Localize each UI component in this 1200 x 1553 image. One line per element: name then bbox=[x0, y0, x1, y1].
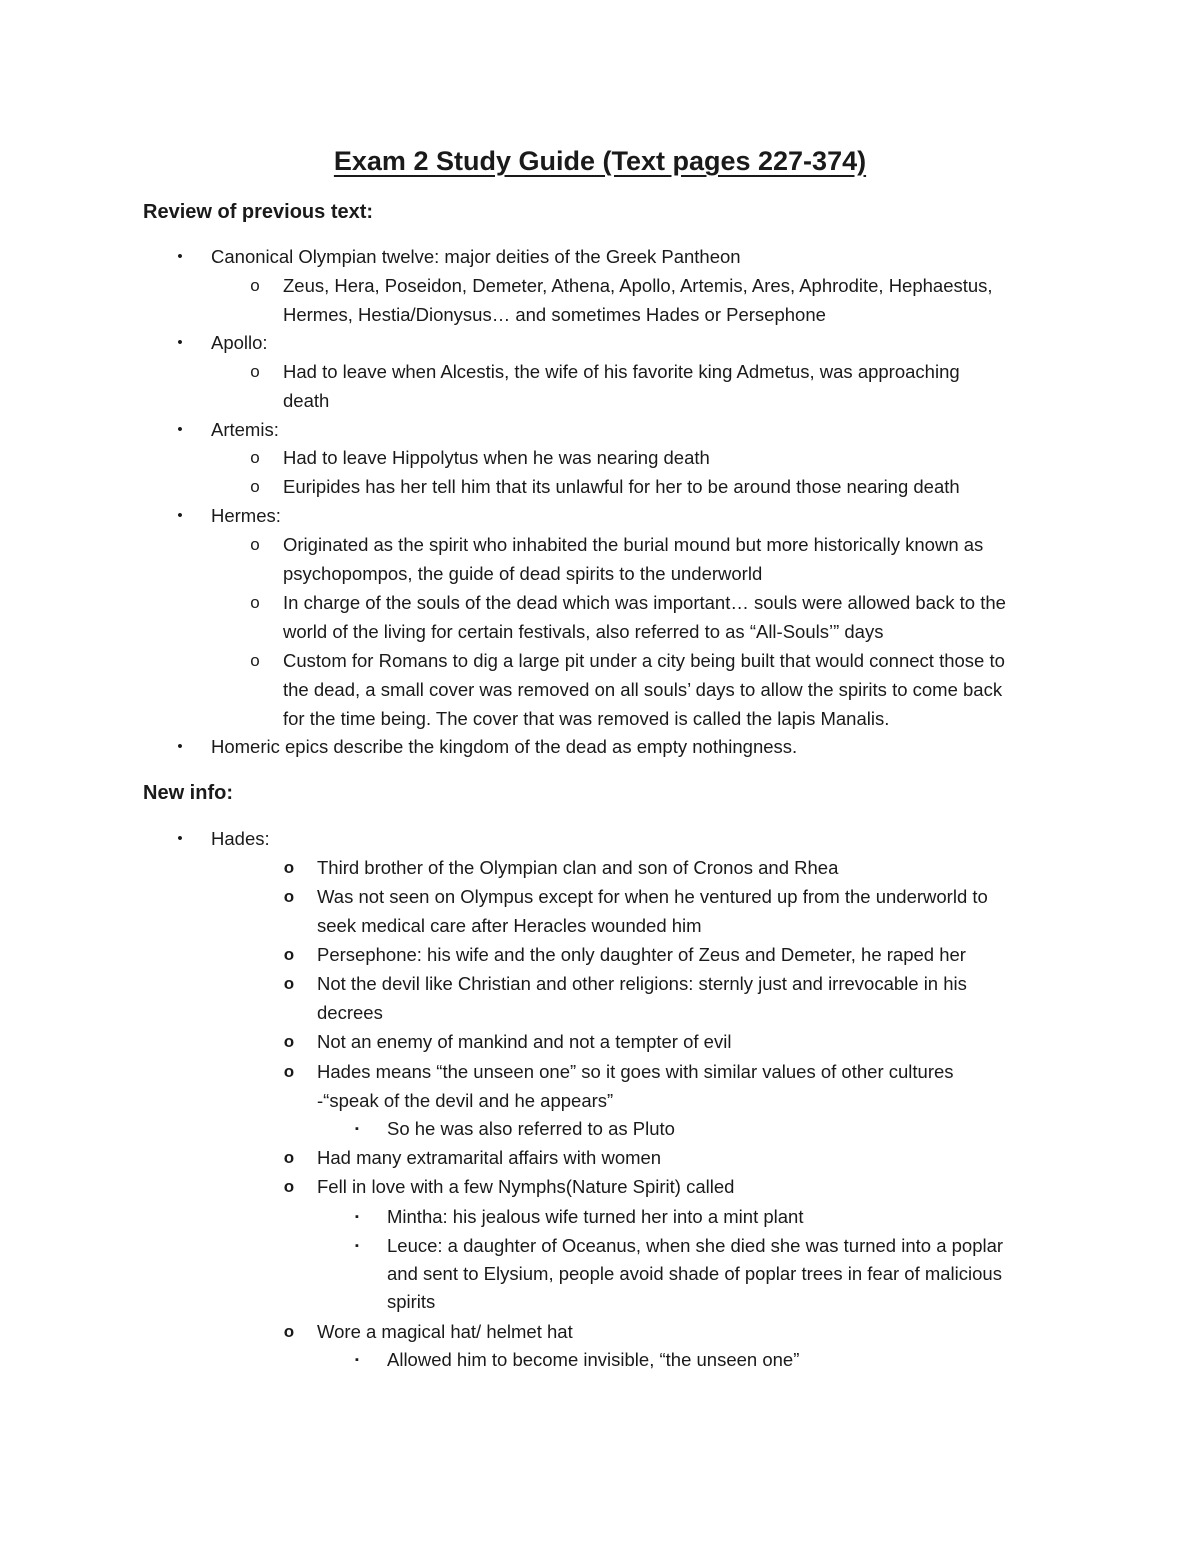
bullet-circle: o bbox=[250, 362, 260, 381]
bullet-disc: • bbox=[177, 507, 183, 524]
bullet-square: ▪ bbox=[355, 1211, 359, 1223]
list-item: Hades: bbox=[211, 828, 270, 849]
bullet-circle: o bbox=[283, 1322, 295, 1341]
bullet-disc: • bbox=[177, 738, 183, 755]
list-item: seek medical care after Heracles wounded him bbox=[317, 915, 702, 936]
new-info-heading: New info: bbox=[143, 782, 233, 804]
document-title: Exam 2 Study Guide (Text pages 227-374) bbox=[333, 146, 867, 176]
list-item: Apollo: bbox=[211, 332, 268, 353]
list-item: Had to leave Hippolytus when he was nearing death bbox=[283, 447, 710, 468]
list-item: -“speak of the devil and he appears” bbox=[317, 1090, 614, 1111]
bullet-circle: o bbox=[250, 276, 260, 295]
list-item: Hades means “the unseen one” so it goes with similar values of other cultures bbox=[317, 1061, 954, 1082]
bullet-circle: o bbox=[250, 477, 260, 496]
list-item: death bbox=[283, 390, 330, 411]
bullet-circle: o bbox=[283, 1177, 295, 1196]
list-item: Third brother of the Olympian clan and son of Cronos and Rhea bbox=[317, 857, 839, 878]
bullet-circle: o bbox=[250, 651, 260, 670]
list-item: psychopompos, the guide of dead spirits to the underworld bbox=[283, 563, 763, 584]
list-item: and sent to Elysium, people avoid shade of poplar trees in fear of malicious bbox=[387, 1263, 1002, 1284]
list-item: spirits bbox=[387, 1291, 436, 1312]
list-item: Custom for Romans to dig a large pit under a city being built that would connect those to bbox=[283, 650, 1005, 671]
list-item: Wore a magical hat/ helmet hat bbox=[317, 1321, 573, 1342]
bullet-circle: o bbox=[283, 1062, 295, 1081]
review-heading: Review of previous text: bbox=[143, 201, 374, 223]
list-item: Was not seen on Olympus except for when he ventured up from the underworld to bbox=[317, 886, 988, 907]
bullet-disc: • bbox=[177, 830, 183, 847]
list-item: Persephone: his wife and the only daughter of Zeus and Demeter, he raped her bbox=[317, 944, 966, 965]
bullet-disc: • bbox=[177, 334, 183, 351]
list-item: Not an enemy of mankind and not a tempter of evil bbox=[317, 1031, 732, 1052]
bullet-circle: o bbox=[283, 887, 295, 906]
bullet-circle: o bbox=[283, 1032, 295, 1051]
bullet-square: ▪ bbox=[355, 1240, 359, 1252]
list-item: So he was also referred to as Pluto bbox=[387, 1118, 675, 1139]
bullet-circle: o bbox=[283, 858, 295, 877]
list-item: Artemis: bbox=[211, 419, 279, 440]
list-item: Canonical Olympian twelve: major deities of the Greek Pantheon bbox=[211, 246, 741, 267]
bullet-circle: o bbox=[283, 974, 295, 993]
bullet-disc: • bbox=[177, 421, 183, 438]
list-item: In charge of the souls of the dead which was important… souls were allowed back to the bbox=[283, 592, 1006, 613]
list-item: Not the devil like Christian and other religions: sternly just and irrevocable in his bbox=[317, 973, 967, 994]
bullet-circle: o bbox=[250, 535, 260, 554]
list-item: for the time being. The cover that was removed is called the lapis Manalis. bbox=[283, 708, 890, 729]
list-item: Allowed him to become invisible, “the unseen one” bbox=[387, 1349, 800, 1370]
bullet-square: ▪ bbox=[355, 1354, 359, 1366]
list-item: Homeric epics describe the kingdom of the dead as empty nothingness. bbox=[211, 736, 798, 757]
list-item: the dead, a small cover was removed on all souls’ days to allow the spirits to come back bbox=[283, 679, 1003, 700]
bullet-disc: • bbox=[177, 248, 183, 265]
bullet-circle: o bbox=[283, 945, 295, 964]
bullet-circle: o bbox=[250, 448, 260, 467]
list-item: decrees bbox=[317, 1002, 383, 1023]
list-item: Mintha: his jealous wife turned her into a mint plant bbox=[387, 1206, 804, 1227]
list-item: Fell in love with a few Nymphs(Nature Spirit) called bbox=[317, 1176, 735, 1197]
bullet-square: ▪ bbox=[355, 1123, 359, 1135]
list-item: Had many extramarital affairs with women bbox=[317, 1147, 662, 1168]
list-item: Originated as the spirit who inhabited the burial mound but more historically known as bbox=[283, 534, 984, 555]
bullet-circle: o bbox=[283, 1148, 295, 1167]
list-item: Hermes, Hestia/Dionysus… and sometimes Hades or Persephone bbox=[283, 304, 826, 325]
list-item: Had to leave when Alcestis, the wife of his favorite king Admetus, was approaching bbox=[283, 361, 960, 382]
list-item: Hermes: bbox=[211, 505, 281, 526]
list-item: world of the living for certain festivals, also referred to as “All-Souls’” days bbox=[283, 621, 884, 642]
list-item: Leuce: a daughter of Oceanus, when she died she was turned into a poplar bbox=[387, 1235, 1004, 1256]
bullet-circle: o bbox=[250, 593, 260, 612]
list-item: Zeus, Hera, Poseidon, Demeter, Athena, Apollo, Artemis, Ares, Aphrodite, Hephaestus, bbox=[283, 275, 993, 296]
list-item: Euripides has her tell him that its unlawful for her to be around those nearing death bbox=[283, 476, 960, 497]
